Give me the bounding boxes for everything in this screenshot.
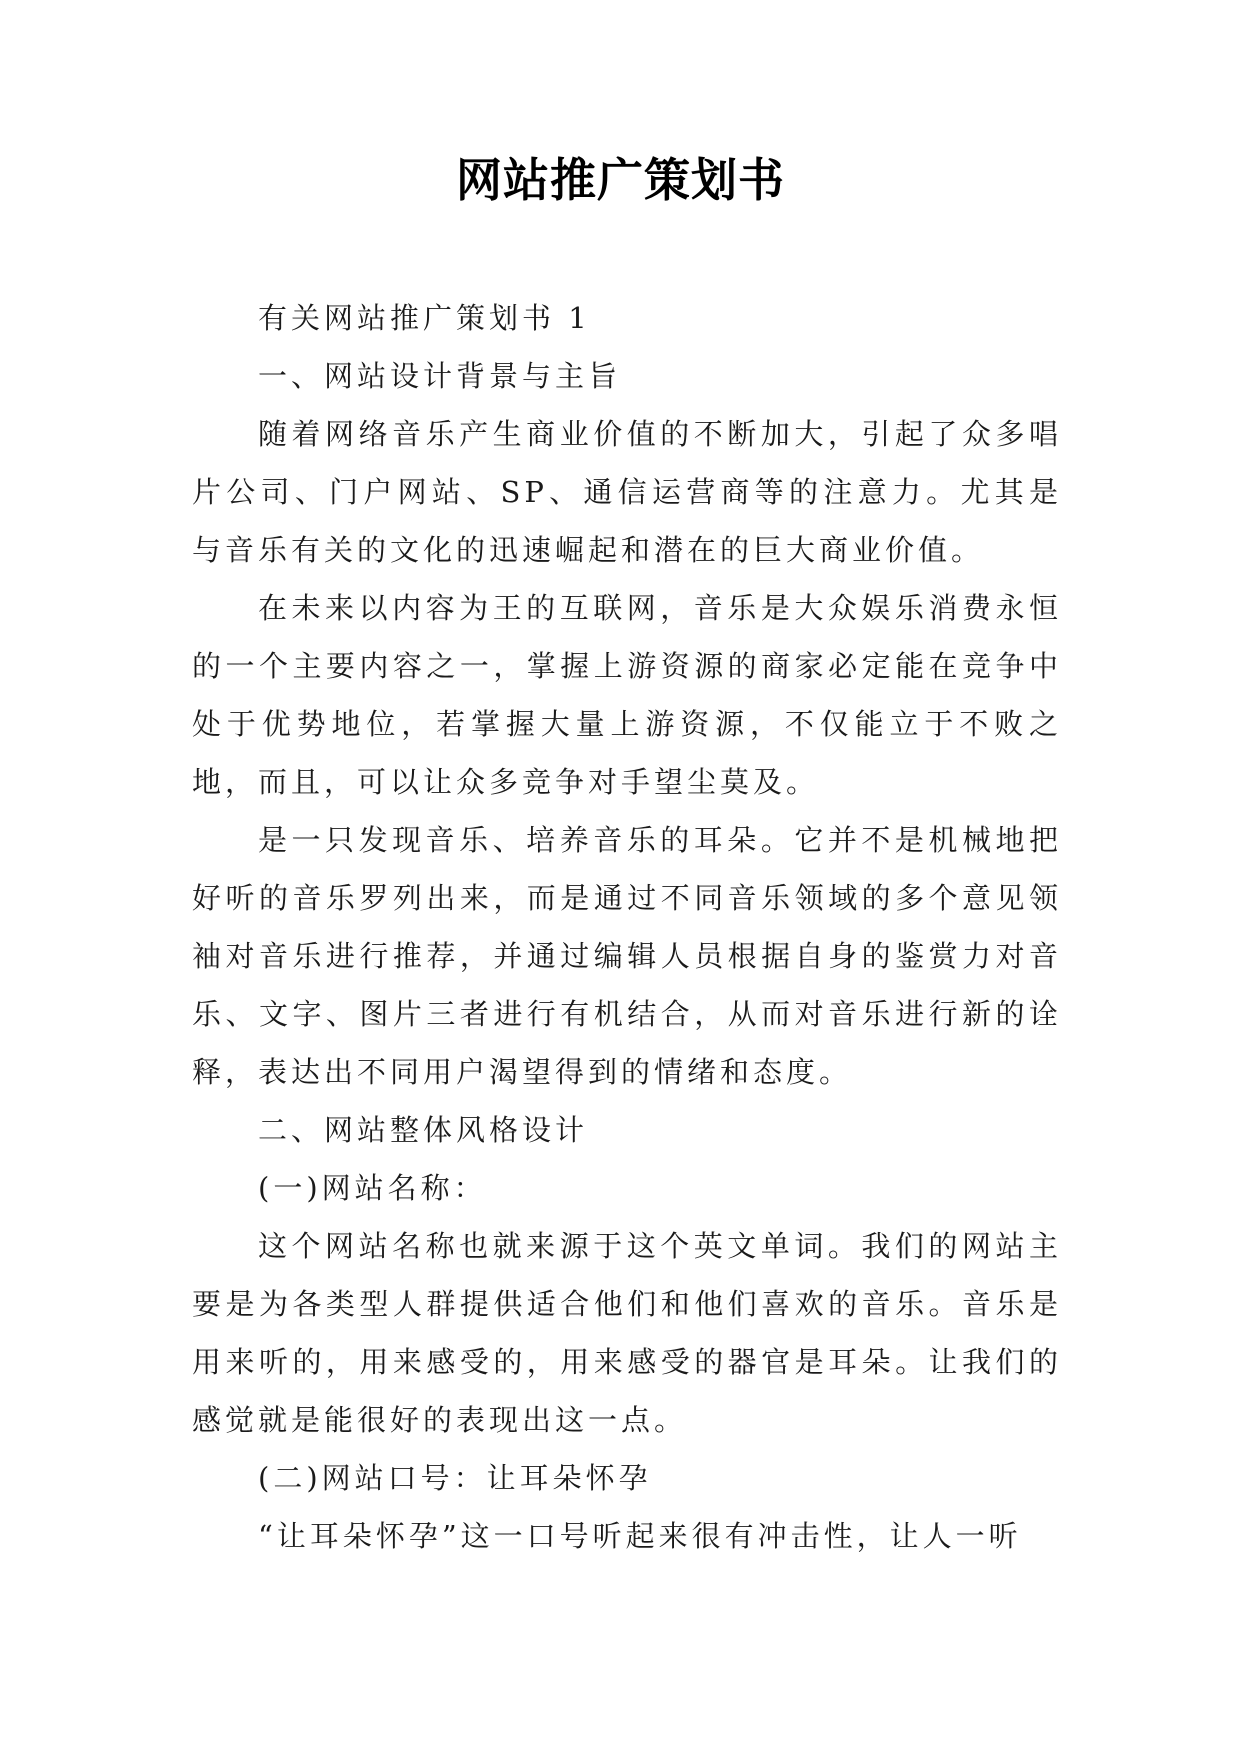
paragraph: 是一只发现音乐、培养音乐的耳朵。它并不是机械地把好听的音乐罗列出来，而是通过不同音乐领域的多个意见领袖对音乐进行推荐，并通过编辑人员根据自身的鉴赏力对音乐、文字、图片三者进行有机结合，从而对音乐进行新的诠释，表达出不同用户渴望得到的情绪和态度。 — [192, 823, 1062, 1089]
subsection-heading-2: (二)网站口号：让耳朵怀孕 — [258, 1461, 652, 1495]
section-heading-1: 一、网站设计背景与主旨 — [258, 359, 622, 393]
paragraph: 在未来以内容为王的互联网，音乐是大众娱乐消费永恒的一个主要内容之一，掌握上游资源的商家必定能在竞争中处于优势地位，若掌握大量上游资源，不仅能立于不败之地，而且，可以让众多竞争对手望尘莫及。 — [192, 591, 1062, 799]
paragraph-heading-1: 有关网站推广策划书 1 — [258, 301, 591, 335]
paragraph: 随着网络音乐产生商业价值的不断加大，引起了众多唱片公司、门户网站、SP、通信运营商等的注意力。尤其是与音乐有关的文化的迅速崛起和潜在的巨大商业价值。 — [192, 417, 1062, 567]
paragraph: “让耳朵怀孕”这一口号听起来很有冲击性，让人一听 — [258, 1519, 1022, 1553]
paragraph: 这个网站名称也就来源于这个英文单词。我们的网站主要是为各类型人群提供适合他们和他们喜欢的音乐。音乐是用来听的，用来感受的，用来感受的器官是耳朵。让我们的感觉就是能很好的表现出这一点。 — [192, 1229, 1062, 1437]
document-title: 网站推广策划书 — [456, 153, 785, 207]
section-heading-2: 二、网站整体风格设计 — [258, 1113, 589, 1147]
document-body — [192, 289, 1062, 1565]
subsection-heading-1: (一)网站名称： — [258, 1171, 487, 1205]
